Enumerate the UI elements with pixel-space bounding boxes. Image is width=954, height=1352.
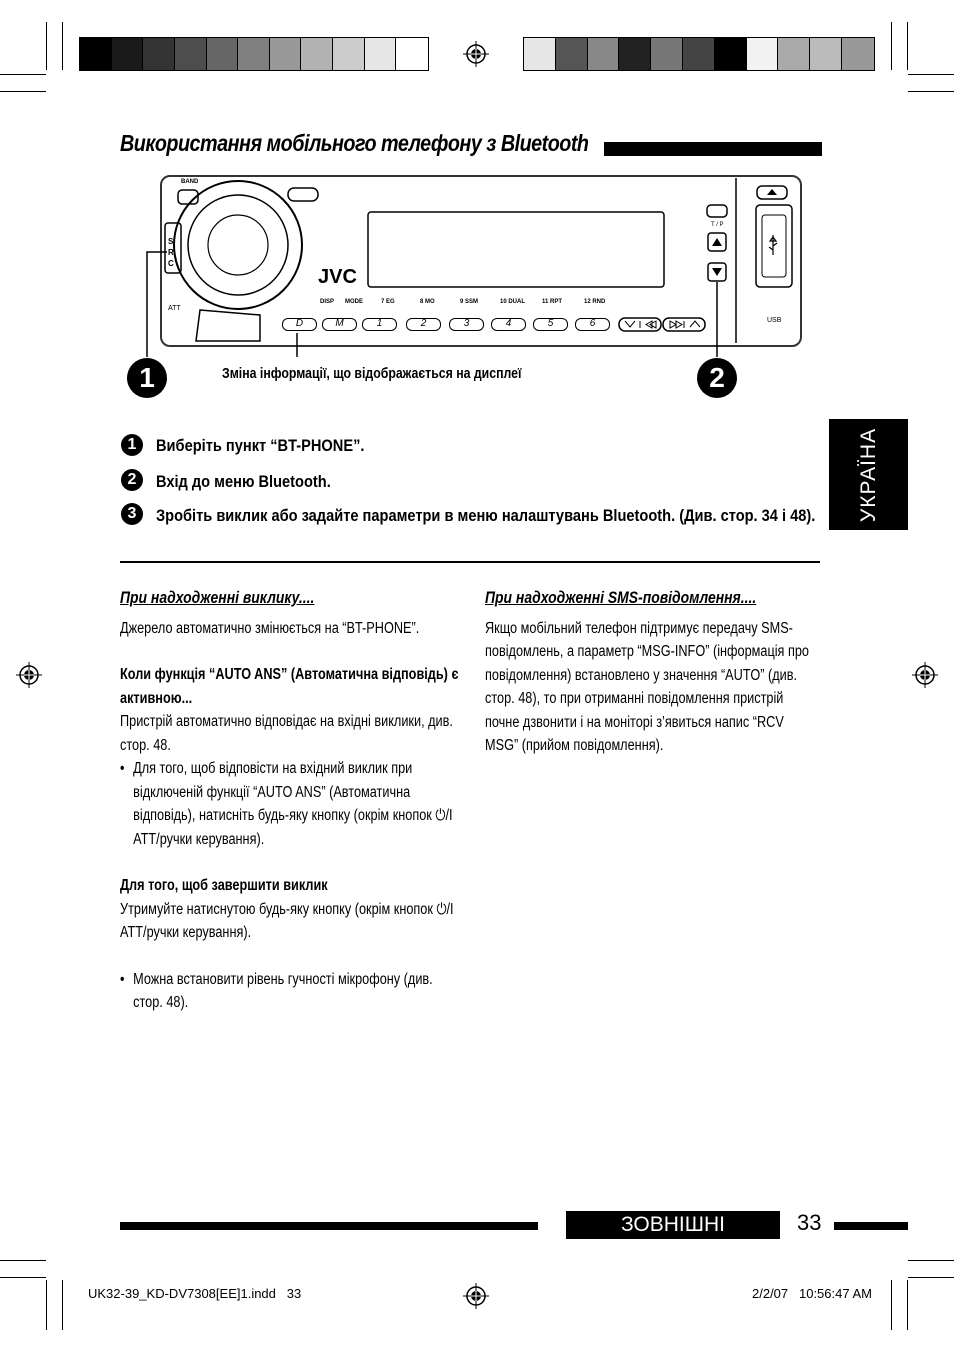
color-swatch bbox=[588, 38, 620, 70]
right-column bbox=[485, 586, 815, 758]
crop-mark bbox=[0, 1277, 46, 1278]
language-tab bbox=[829, 419, 908, 530]
func-label: 8 MO bbox=[420, 299, 435, 305]
color-swatch bbox=[80, 38, 112, 70]
color-swatch bbox=[143, 38, 175, 70]
preset-button-2[interactable]: 2 bbox=[406, 318, 441, 331]
paragraph: Якщо мобільний телефон підтримує передачу SMS-повідомлень, а параметр “MSG-INFO” (інформація про повідомлення) встановлено у значення “AUTO” (див. стор. 48), то при отриманні повідомлення пристрій почне дзвонити і на моніторі з’явиться напис “RCV MSG” (прийом повідомлення). bbox=[485, 619, 809, 754]
step-text: Виберіть пункт “BT-PHONE”. bbox=[156, 436, 365, 455]
func-label: 11 RPT bbox=[542, 299, 563, 305]
color-swatch bbox=[270, 38, 302, 70]
usb-label: USB bbox=[767, 317, 782, 324]
color-swatch bbox=[396, 38, 428, 70]
callout-lines bbox=[140, 245, 740, 365]
color-bar-right bbox=[523, 37, 875, 71]
func-label: 9 SSM bbox=[460, 299, 479, 305]
mode-label: MODE bbox=[345, 299, 363, 305]
color-swatch bbox=[778, 38, 810, 70]
registration-mark-icon bbox=[16, 662, 42, 688]
crop-mark bbox=[46, 1280, 47, 1330]
sms-heading: При надходженні SMS-повідомлення.... bbox=[485, 588, 757, 607]
crop-mark bbox=[0, 74, 46, 75]
preset-button-d[interactable]: D bbox=[282, 318, 317, 331]
preset-button-5[interactable]: 5 bbox=[533, 318, 568, 331]
crop-mark bbox=[907, 22, 908, 70]
color-swatch bbox=[556, 38, 588, 70]
att-label: ATT bbox=[168, 305, 181, 312]
color-swatch bbox=[842, 38, 874, 70]
preset-button-4[interactable]: 4 bbox=[491, 318, 526, 331]
color-swatch bbox=[301, 38, 333, 70]
page-number: 33 bbox=[797, 1210, 822, 1235]
color-swatch bbox=[651, 38, 683, 70]
color-swatch bbox=[207, 38, 239, 70]
color-swatch bbox=[683, 38, 715, 70]
color-swatch bbox=[365, 38, 397, 70]
file-slug: UK32-39_KD-DV7308[EE]1.indd 33 bbox=[88, 1286, 302, 1301]
preset-button-1[interactable]: 1 bbox=[362, 318, 397, 331]
func-label: 7 EG bbox=[381, 299, 395, 305]
func-label: 10 DUAL bbox=[500, 299, 526, 305]
tp-label: T / P bbox=[711, 222, 724, 228]
color-swatch bbox=[112, 38, 144, 70]
color-swatch bbox=[175, 38, 207, 70]
color-swatch bbox=[715, 38, 747, 70]
color-bar-left bbox=[79, 37, 429, 71]
subheading: Коли функція “AUTO ANS” (Автоматична відповідь) є активною... bbox=[120, 666, 459, 707]
paragraph: Утримуйте натиснутою будь-яку кнопку (окрім кнопок ⏻/I ATT/ручки керування). bbox=[120, 900, 454, 941]
crop-mark bbox=[62, 1280, 63, 1330]
registration-mark-icon bbox=[463, 1283, 489, 1309]
step-text: Вхід до меню Bluetooth. bbox=[156, 472, 331, 491]
incoming-call-heading: При надходженні виклику.... bbox=[120, 588, 315, 607]
src-label: S R C bbox=[168, 237, 174, 268]
footer-rule bbox=[120, 1222, 538, 1230]
color-swatch bbox=[747, 38, 779, 70]
paragraph: Джерело автоматично змінюється на “BT-PHONE”. bbox=[120, 619, 420, 637]
disp-label: DISP bbox=[320, 299, 335, 305]
color-swatch bbox=[238, 38, 270, 70]
crop-mark bbox=[908, 74, 954, 75]
step-number: 1 bbox=[121, 434, 143, 456]
crop-mark bbox=[0, 1260, 46, 1261]
section-label: ЗОВНІШНІ ПРИСТРОЇ bbox=[566, 1211, 780, 1239]
color-swatch bbox=[524, 38, 556, 70]
crop-mark bbox=[908, 1260, 954, 1261]
brand-logo: JVC bbox=[318, 266, 357, 288]
divider bbox=[120, 561, 820, 563]
crop-mark bbox=[908, 91, 954, 92]
display-callout: Зміна інформації, що відображається на дисплеї bbox=[222, 365, 522, 382]
bullet-item: • Можна встановити рівень гучності мікрофону (див. стор. 48). bbox=[120, 968, 460, 1015]
marker-1: 1 bbox=[127, 358, 167, 398]
subheading: Для того, щоб завершити виклик bbox=[120, 877, 328, 894]
crop-mark bbox=[0, 91, 46, 92]
color-swatch bbox=[619, 38, 651, 70]
date-slug: 2/2/07 10:56:47 AM bbox=[752, 1286, 872, 1301]
footer-rule bbox=[834, 1222, 908, 1230]
bullet-item: • Для того, щоб відповісти на вхідний виклик при відключеній функції “AUTO ANS” (Автоматична відповідь), натисніть будь-яку кнопку (окрім кнопок ⏻/I ATT/ручки керування). bbox=[120, 757, 460, 851]
crop-mark bbox=[908, 1277, 954, 1278]
paragraph: Пристрій автоматично відповідає на вхідні виклики, див. стор. 48. bbox=[120, 713, 453, 754]
title-rule bbox=[604, 142, 822, 156]
preset-button-6[interactable]: 6 bbox=[575, 318, 610, 331]
color-swatch bbox=[333, 38, 365, 70]
crop-mark bbox=[891, 22, 892, 70]
language-tab-label: УКРАЇНА bbox=[856, 427, 880, 522]
step-number: 2 bbox=[121, 469, 143, 491]
marker-2: 2 bbox=[697, 358, 737, 398]
crop-mark bbox=[907, 1280, 908, 1330]
crop-mark bbox=[62, 22, 63, 70]
preset-button-m[interactable]: M bbox=[322, 318, 357, 331]
band-label: BAND bbox=[181, 179, 199, 185]
preset-button-3[interactable]: 3 bbox=[449, 318, 484, 331]
crop-mark bbox=[46, 22, 47, 70]
step-text: Зробіть виклик або задайте параметри в меню налаштувань Bluetooth. (Див. стор. 34 і 48). bbox=[156, 506, 816, 525]
color-swatch bbox=[810, 38, 842, 70]
page-title: Використання мобільного телефону з Bluetooth bbox=[120, 130, 589, 156]
left-column bbox=[120, 586, 460, 1015]
registration-mark-icon bbox=[463, 41, 489, 67]
crop-mark bbox=[891, 1280, 892, 1330]
step-number: 3 bbox=[121, 503, 143, 525]
func-label: 12 RND bbox=[584, 299, 606, 305]
registration-mark-icon bbox=[912, 662, 938, 688]
